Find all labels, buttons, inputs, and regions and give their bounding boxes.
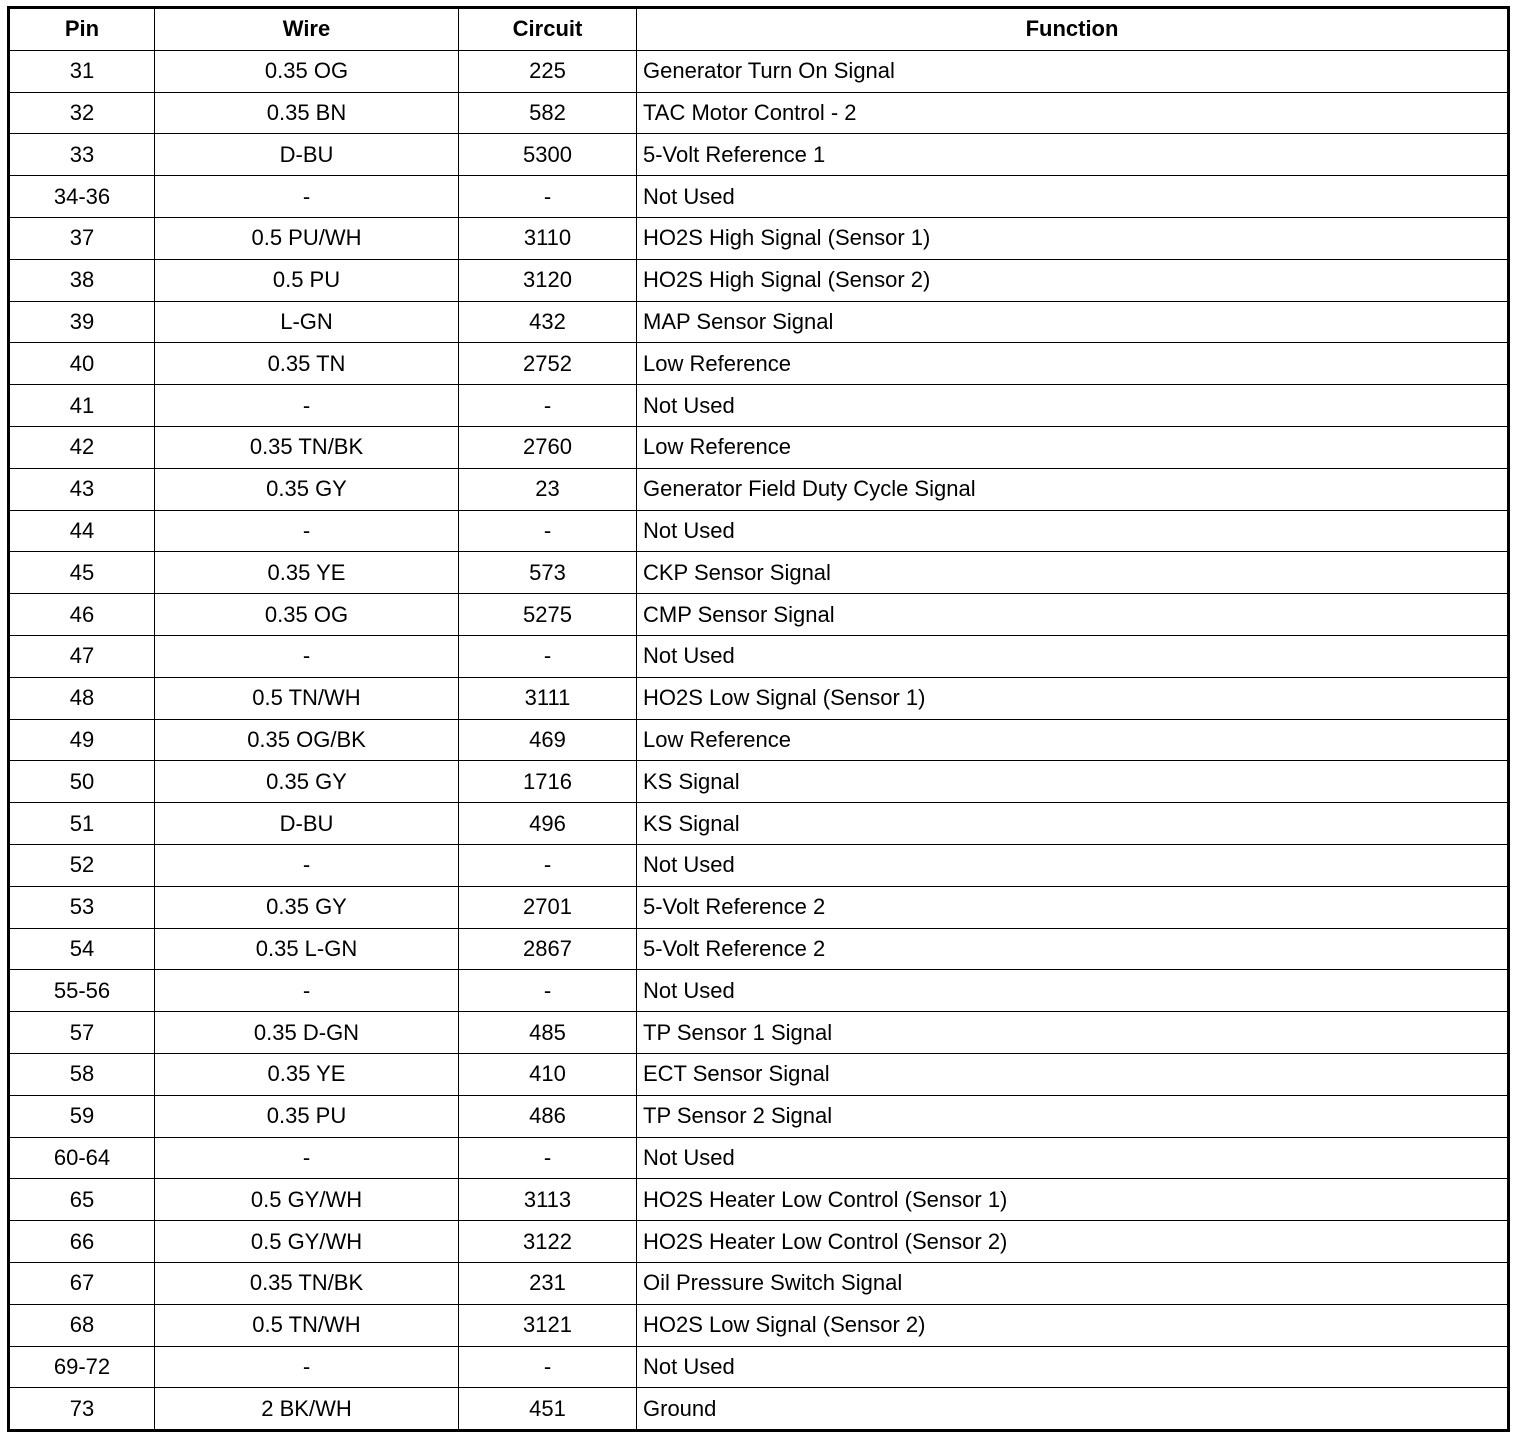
cell-function: Not Used (637, 1346, 1509, 1388)
cell-circuit: 231 (459, 1262, 637, 1304)
cell-pin: 42 (9, 426, 155, 468)
table-header (9, 8, 1509, 51)
table-row (9, 50, 1509, 92)
cell-function: Not Used (637, 510, 1509, 552)
cell-function: 5-Volt Reference 2 (637, 928, 1509, 970)
cell-circuit: 410 (459, 1053, 637, 1095)
cell-function: Low Reference (637, 719, 1509, 761)
cell-wire: - (155, 385, 459, 427)
cell-pin: 38 (9, 259, 155, 301)
cell-circuit: 469 (459, 719, 637, 761)
table-row (9, 1346, 1509, 1388)
cell-wire: 0.35 YE (155, 1053, 459, 1095)
cell-wire: 0.35 OG (155, 594, 459, 636)
cell-circuit: 496 (459, 803, 637, 845)
table-row (9, 1179, 1509, 1221)
cell-pin: 33 (9, 134, 155, 176)
cell-circuit: 2701 (459, 886, 637, 928)
cell-circuit: 2867 (459, 928, 637, 970)
cell-wire: - (155, 970, 459, 1012)
cell-wire: 0.35 TN/BK (155, 1262, 459, 1304)
pinout-table (7, 6, 1510, 1432)
cell-function: 5-Volt Reference 2 (637, 886, 1509, 928)
table-row (9, 385, 1509, 427)
cell-circuit: 3111 (459, 677, 637, 719)
cell-pin: 54 (9, 928, 155, 970)
table-row (9, 92, 1509, 134)
cell-circuit: - (459, 510, 637, 552)
cell-pin: 52 (9, 844, 155, 886)
cell-function: HO2S Low Signal (Sensor 2) (637, 1304, 1509, 1346)
table-row (9, 803, 1509, 845)
cell-circuit: 23 (459, 468, 637, 510)
cell-function: Low Reference (637, 426, 1509, 468)
cell-wire: - (155, 844, 459, 886)
table-body (9, 50, 1509, 1430)
table-row (9, 844, 1509, 886)
table-row (9, 761, 1509, 803)
table-row (9, 552, 1509, 594)
table-row (9, 1388, 1509, 1431)
cell-wire: D-BU (155, 134, 459, 176)
cell-pin: 47 (9, 635, 155, 677)
cell-function: Generator Turn On Signal (637, 50, 1509, 92)
cell-circuit: 486 (459, 1095, 637, 1137)
cell-pin: 37 (9, 217, 155, 259)
cell-circuit: 5300 (459, 134, 637, 176)
cell-wire: 0.35 GY (155, 886, 459, 928)
table-row (9, 510, 1509, 552)
cell-pin: 66 (9, 1221, 155, 1263)
cell-function: CKP Sensor Signal (637, 552, 1509, 594)
cell-wire: D-BU (155, 803, 459, 845)
table-row (9, 1262, 1509, 1304)
cell-pin: 57 (9, 1012, 155, 1054)
table-row (9, 1137, 1509, 1179)
cell-function: ECT Sensor Signal (637, 1053, 1509, 1095)
table-row (9, 176, 1509, 218)
cell-function: Not Used (637, 844, 1509, 886)
cell-wire: 0.5 PU/WH (155, 217, 459, 259)
table-row (9, 594, 1509, 636)
table-row (9, 1095, 1509, 1137)
table-row (9, 970, 1509, 1012)
cell-circuit: 225 (459, 50, 637, 92)
cell-wire: - (155, 1346, 459, 1388)
cell-circuit: 432 (459, 301, 637, 343)
cell-circuit: 3121 (459, 1304, 637, 1346)
cell-pin: 46 (9, 594, 155, 636)
header-row (9, 8, 1509, 51)
cell-circuit: 485 (459, 1012, 637, 1054)
table-row (9, 1221, 1509, 1263)
cell-pin: 41 (9, 385, 155, 427)
cell-circuit: 2752 (459, 343, 637, 385)
cell-function: Not Used (637, 385, 1509, 427)
cell-function: TAC Motor Control - 2 (637, 92, 1509, 134)
cell-wire: 0.5 TN/WH (155, 1304, 459, 1346)
cell-wire: 0.35 D-GN (155, 1012, 459, 1054)
cell-wire: 0.35 OG (155, 50, 459, 92)
header-wire: Wire (155, 8, 459, 51)
table-row (9, 426, 1509, 468)
cell-function: Low Reference (637, 343, 1509, 385)
cell-function: MAP Sensor Signal (637, 301, 1509, 343)
cell-function: CMP Sensor Signal (637, 594, 1509, 636)
cell-pin: 58 (9, 1053, 155, 1095)
cell-pin: 55-56 (9, 970, 155, 1012)
cell-function: HO2S Heater Low Control (Sensor 2) (637, 1221, 1509, 1263)
cell-pin: 39 (9, 301, 155, 343)
cell-circuit: 3122 (459, 1221, 637, 1263)
table-row (9, 259, 1509, 301)
cell-wire: - (155, 1137, 459, 1179)
cell-circuit: - (459, 176, 637, 218)
table-row (9, 1304, 1509, 1346)
cell-pin: 59 (9, 1095, 155, 1137)
table-row (9, 217, 1509, 259)
cell-pin: 40 (9, 343, 155, 385)
cell-wire: 0.5 GY/WH (155, 1179, 459, 1221)
cell-pin: 49 (9, 719, 155, 761)
table-row (9, 928, 1509, 970)
cell-wire: 0.35 YE (155, 552, 459, 594)
cell-wire: 0.35 L-GN (155, 928, 459, 970)
cell-pin: 43 (9, 468, 155, 510)
cell-wire: 0.35 GY (155, 468, 459, 510)
cell-circuit: 3113 (459, 1179, 637, 1221)
header-function: Function (637, 8, 1509, 51)
cell-wire: - (155, 176, 459, 218)
cell-wire: 2 BK/WH (155, 1388, 459, 1431)
cell-wire: 0.35 OG/BK (155, 719, 459, 761)
cell-wire: 0.35 BN (155, 92, 459, 134)
cell-pin: 44 (9, 510, 155, 552)
cell-circuit: 3120 (459, 259, 637, 301)
cell-function: KS Signal (637, 803, 1509, 845)
cell-function: Not Used (637, 970, 1509, 1012)
cell-function: KS Signal (637, 761, 1509, 803)
cell-wire: 0.5 GY/WH (155, 1221, 459, 1263)
cell-pin: 68 (9, 1304, 155, 1346)
cell-wire: 0.35 PU (155, 1095, 459, 1137)
cell-wire: 0.35 TN (155, 343, 459, 385)
table-row (9, 1053, 1509, 1095)
cell-wire: L-GN (155, 301, 459, 343)
table-row (9, 301, 1509, 343)
cell-pin: 69-72 (9, 1346, 155, 1388)
cell-pin: 51 (9, 803, 155, 845)
cell-pin: 65 (9, 1179, 155, 1221)
table-row (9, 343, 1509, 385)
cell-pin: 32 (9, 92, 155, 134)
cell-pin: 45 (9, 552, 155, 594)
cell-circuit: 451 (459, 1388, 637, 1431)
cell-function: Oil Pressure Switch Signal (637, 1262, 1509, 1304)
cell-function: HO2S Heater Low Control (Sensor 1) (637, 1179, 1509, 1221)
cell-function: TP Sensor 2 Signal (637, 1095, 1509, 1137)
header-circuit: Circuit (459, 8, 637, 51)
cell-function: Not Used (637, 176, 1509, 218)
cell-circuit: - (459, 385, 637, 427)
table-row (9, 468, 1509, 510)
cell-wire: 0.35 TN/BK (155, 426, 459, 468)
cell-function: HO2S High Signal (Sensor 1) (637, 217, 1509, 259)
table-row (9, 886, 1509, 928)
cell-pin: 67 (9, 1262, 155, 1304)
cell-wire: 0.5 TN/WH (155, 677, 459, 719)
cell-circuit: - (459, 635, 637, 677)
cell-circuit: 3110 (459, 217, 637, 259)
cell-function: Generator Field Duty Cycle Signal (637, 468, 1509, 510)
cell-pin: 31 (9, 50, 155, 92)
cell-circuit: 5275 (459, 594, 637, 636)
cell-circuit: 573 (459, 552, 637, 594)
cell-function: Not Used (637, 1137, 1509, 1179)
cell-function: HO2S High Signal (Sensor 2) (637, 259, 1509, 301)
cell-function: Not Used (637, 635, 1509, 677)
cell-pin: 53 (9, 886, 155, 928)
cell-circuit: 1716 (459, 761, 637, 803)
cell-function: Ground (637, 1388, 1509, 1431)
cell-wire: 0.5 PU (155, 259, 459, 301)
cell-pin: 50 (9, 761, 155, 803)
cell-pin: 48 (9, 677, 155, 719)
cell-wire: - (155, 510, 459, 552)
table-row (9, 635, 1509, 677)
cell-function: 5-Volt Reference 1 (637, 134, 1509, 176)
cell-circuit: - (459, 1346, 637, 1388)
cell-wire: 0.35 GY (155, 761, 459, 803)
cell-function: HO2S Low Signal (Sensor 1) (637, 677, 1509, 719)
table-row (9, 677, 1509, 719)
cell-function: TP Sensor 1 Signal (637, 1012, 1509, 1054)
cell-circuit: 582 (459, 92, 637, 134)
cell-wire: - (155, 635, 459, 677)
cell-pin: 34-36 (9, 176, 155, 218)
cell-circuit: 2760 (459, 426, 637, 468)
table-row (9, 134, 1509, 176)
cell-circuit: - (459, 844, 637, 886)
table-row (9, 1012, 1509, 1054)
cell-circuit: - (459, 1137, 637, 1179)
cell-circuit: - (459, 970, 637, 1012)
cell-pin: 60-64 (9, 1137, 155, 1179)
table-row (9, 719, 1509, 761)
cell-pin: 73 (9, 1388, 155, 1431)
header-pin: Pin (9, 8, 155, 51)
